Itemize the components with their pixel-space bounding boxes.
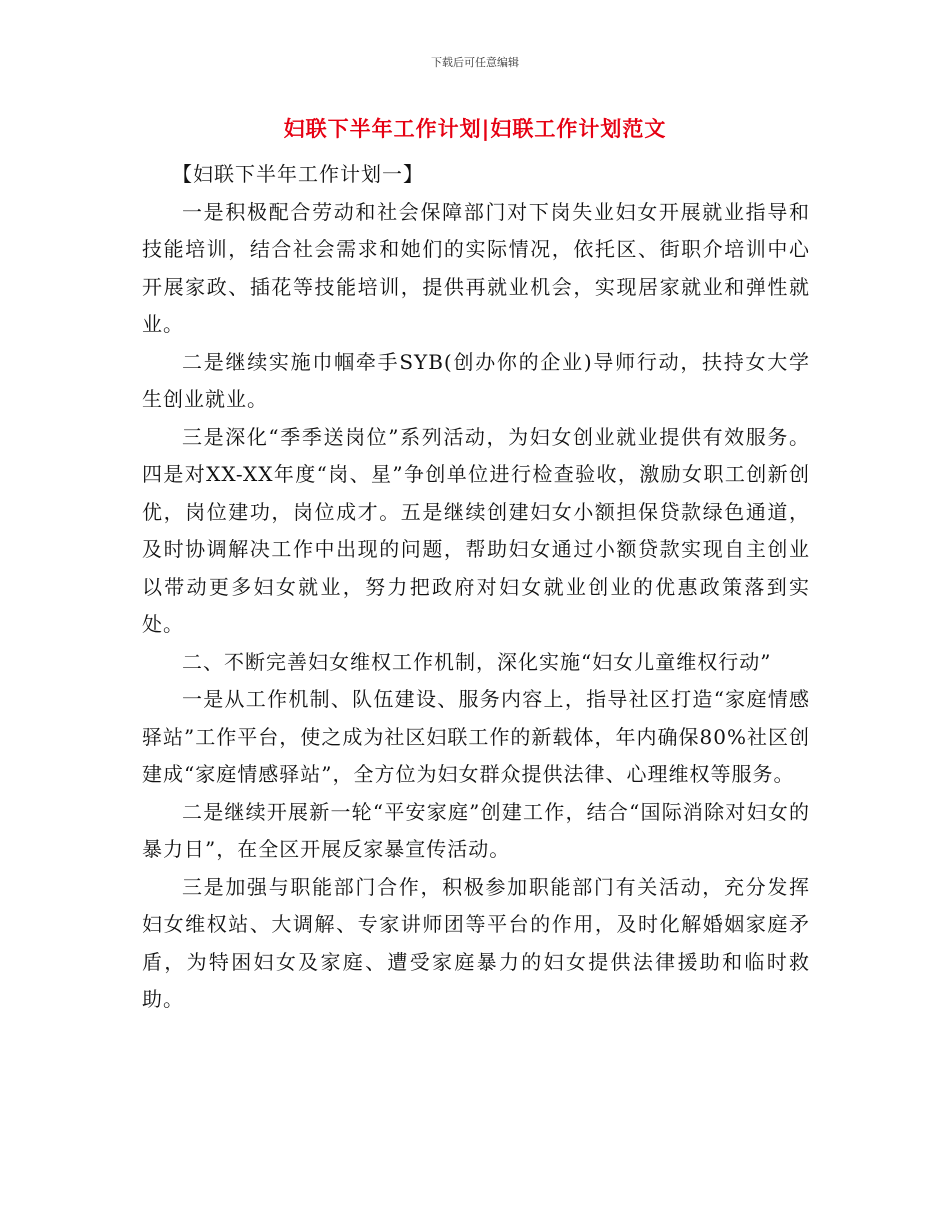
paragraph: 二是继续开展新一轮“平安家庭”创建工作，结合“国际消除对妇女的暴力日”，在全区开展反家暴宣传活动。 xyxy=(142,799,810,861)
paragraph: 三是加强与职能部门合作，积极参加职能部门有关活动，充分发挥妇女维权站、大调解、专家讲师团等平台的作用，及时化解婚姻家庭矛盾，为特困妇女及家庭、遭受家庭暴力的妇女提供法律援助和临时救助。 xyxy=(142,874,810,1011)
paragraph: 一是积极配合劳动和社会保障部门对下岗失业妇女开展就业指导和技能培训，结合社会需求和她们的实际情况，依托区、街职介培训中心开展家政、插花等技能培训，提供再就业机会，实现居家就业和弹性就业。 xyxy=(142,199,810,336)
paragraph: 二是继续实施巾帼牵手SYB(创办你的企业)导师行动，扶持女大学生创业就业。 xyxy=(142,349,810,411)
paragraph: 一是从工作机制、队伍建设、服务内容上，指导社区打造“家庭情感驿站”工作平台，使之成为社区妇联工作的新载体，年内确保80%社区创建成“家庭情感驿站”，全方位为妇女群众提供法律、心理维权等服务。 xyxy=(142,687,810,786)
page-title: 妇联下半年工作计划|妇联工作计划范文 xyxy=(283,117,667,141)
paragraph: 三是深化“季季送岗位”系列活动，为妇女创业就业提供有效服务。四是对XX-XX年度“岗、星”争创单位进行检查验收，激励女职工创新创优，岗位建功，岗位成才。五是继续创建妇女小额担保贷款绿色通道，及时协调解决工作中出现的问题，帮助妇女通过小额贷款实现自主创业以带动更多妇女就业，努力把政府对妇女就业创业的优惠政策落到实处。 xyxy=(142,424,810,636)
header-note: 下载后可任意编辑 xyxy=(431,56,519,69)
document-body xyxy=(142,156,810,1019)
section-heading: 二、不断完善妇女维权工作机制，深化实施“妇女儿童维权行动” xyxy=(182,649,772,674)
section-heading: 【妇联下半年工作计划一】 xyxy=(172,162,424,186)
